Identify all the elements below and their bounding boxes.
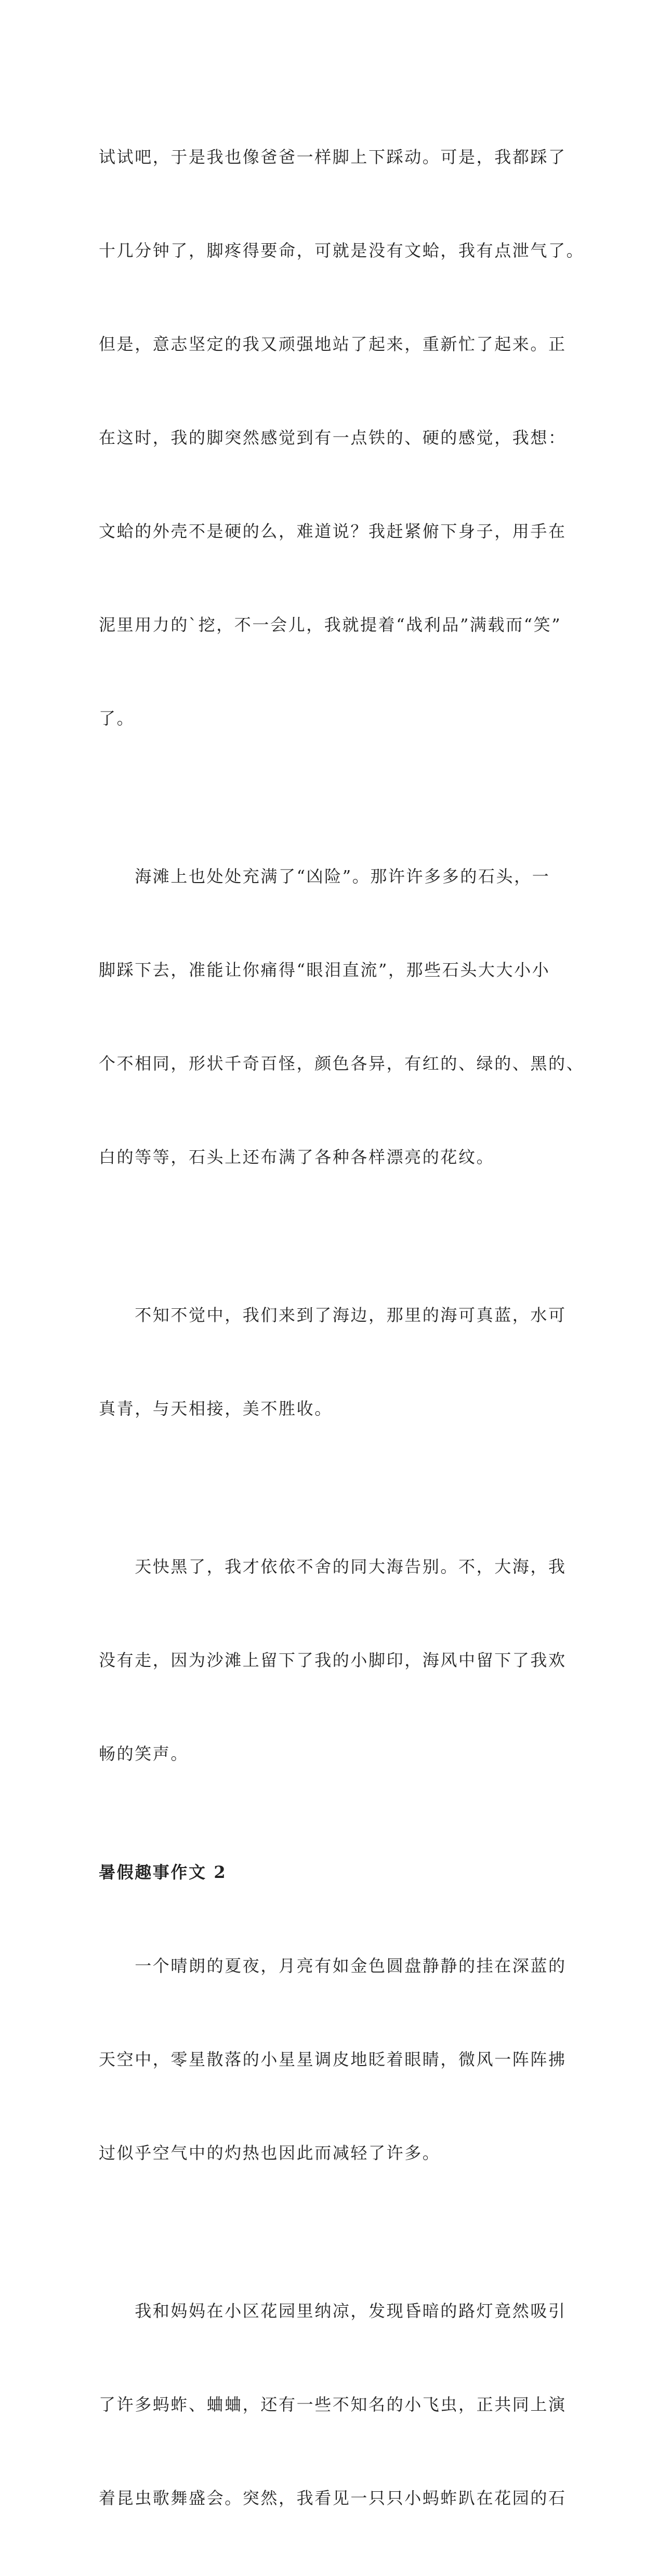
paragraph-5: [99, 1888, 567, 2231]
text-line: 在这时，我的脚突然感觉到有一点铁的、硬的感觉，我想：: [99, 428, 567, 448]
paragraph-3: [99, 1237, 567, 1487]
text-line: 了许多蚂蚱、蛐蛐，还有一些不知名的小飞虫，正共同上演: [99, 2395, 567, 2414]
text-line: 海滩上也处处充满了“凶险”。那许许多多的石头，一: [99, 866, 550, 886]
text-line: 没有走，因为沙滩上留下了我的小脚印，海风中留下了我欢: [99, 1650, 567, 1670]
text-line: 但是，意志坚定的我又顽强地站了起来，重新忙了起来。正: [99, 334, 567, 354]
section-spacer: [99, 1832, 551, 1857]
text-line: 真青，与天相接，美不胜收。: [99, 1399, 333, 1418]
text-line: 不知不觉中，我们来到了海边，那里的海可真蓝，水可: [99, 1305, 567, 1325]
text-line: 泥里用力的`挖，不一会儿，我就提着“战利品”满载而“笑”: [99, 615, 562, 635]
paragraph-6: [99, 2233, 567, 2576]
paragraph-2: [99, 798, 585, 1235]
text-line: 了。: [99, 708, 135, 728]
text-line: 天空中，零星散落的小星星调皮地眨着眼睛，微风一阵阵拂: [99, 2049, 567, 2069]
text-line: 十几分钟了，脚疼得要命，可就是没有文蛤，我有点泄气了。: [99, 241, 585, 260]
paragraph-4: [99, 1489, 567, 1832]
text-line: 白的等等，石头上还布满了各种各样漂亮的花纹。: [99, 1147, 495, 1167]
section-heading: 暑假趣事作文 2: [99, 1862, 227, 1882]
text-line: 我和妈妈在小区花园里纳凉，发现昏暗的路灯竟然吸引: [99, 2301, 567, 2321]
text-line: 个不相同，形状千奇百怪，颜色各异，有红的、绿的、黑的、: [99, 1054, 585, 1073]
text-line: 脚踩下去，准能让你痛得“眼泪直流”，那些石头大大小小: [99, 960, 550, 980]
text-line: 过似乎空气中的灼热也因此而减轻了许多。: [99, 2143, 441, 2163]
text-line: 天快黑了，我才依依不舍的同大海告别。不，大海，我: [99, 1557, 567, 1576]
text-line: 试试吧，于是我也像爸爸一样脚上下踩动。可是，我都踩了: [99, 147, 567, 167]
text-line: 畅的笑声。: [99, 1744, 189, 1764]
text-line: 一个晴朗的夏夜，月亮有如金色圆盘静静的挂在深蓝的: [99, 1956, 567, 1976]
text-line: 文蛤的外壳不是硬的么，难道说？我赶紧俯下身子，用手在: [99, 521, 567, 541]
paragraph-1: [99, 79, 585, 796]
text-line: 着昆虫歌舞盛会。突然，我看见一只只小蚂蚱趴在花园的石: [99, 2488, 567, 2508]
document-body: [99, 79, 585, 2576]
